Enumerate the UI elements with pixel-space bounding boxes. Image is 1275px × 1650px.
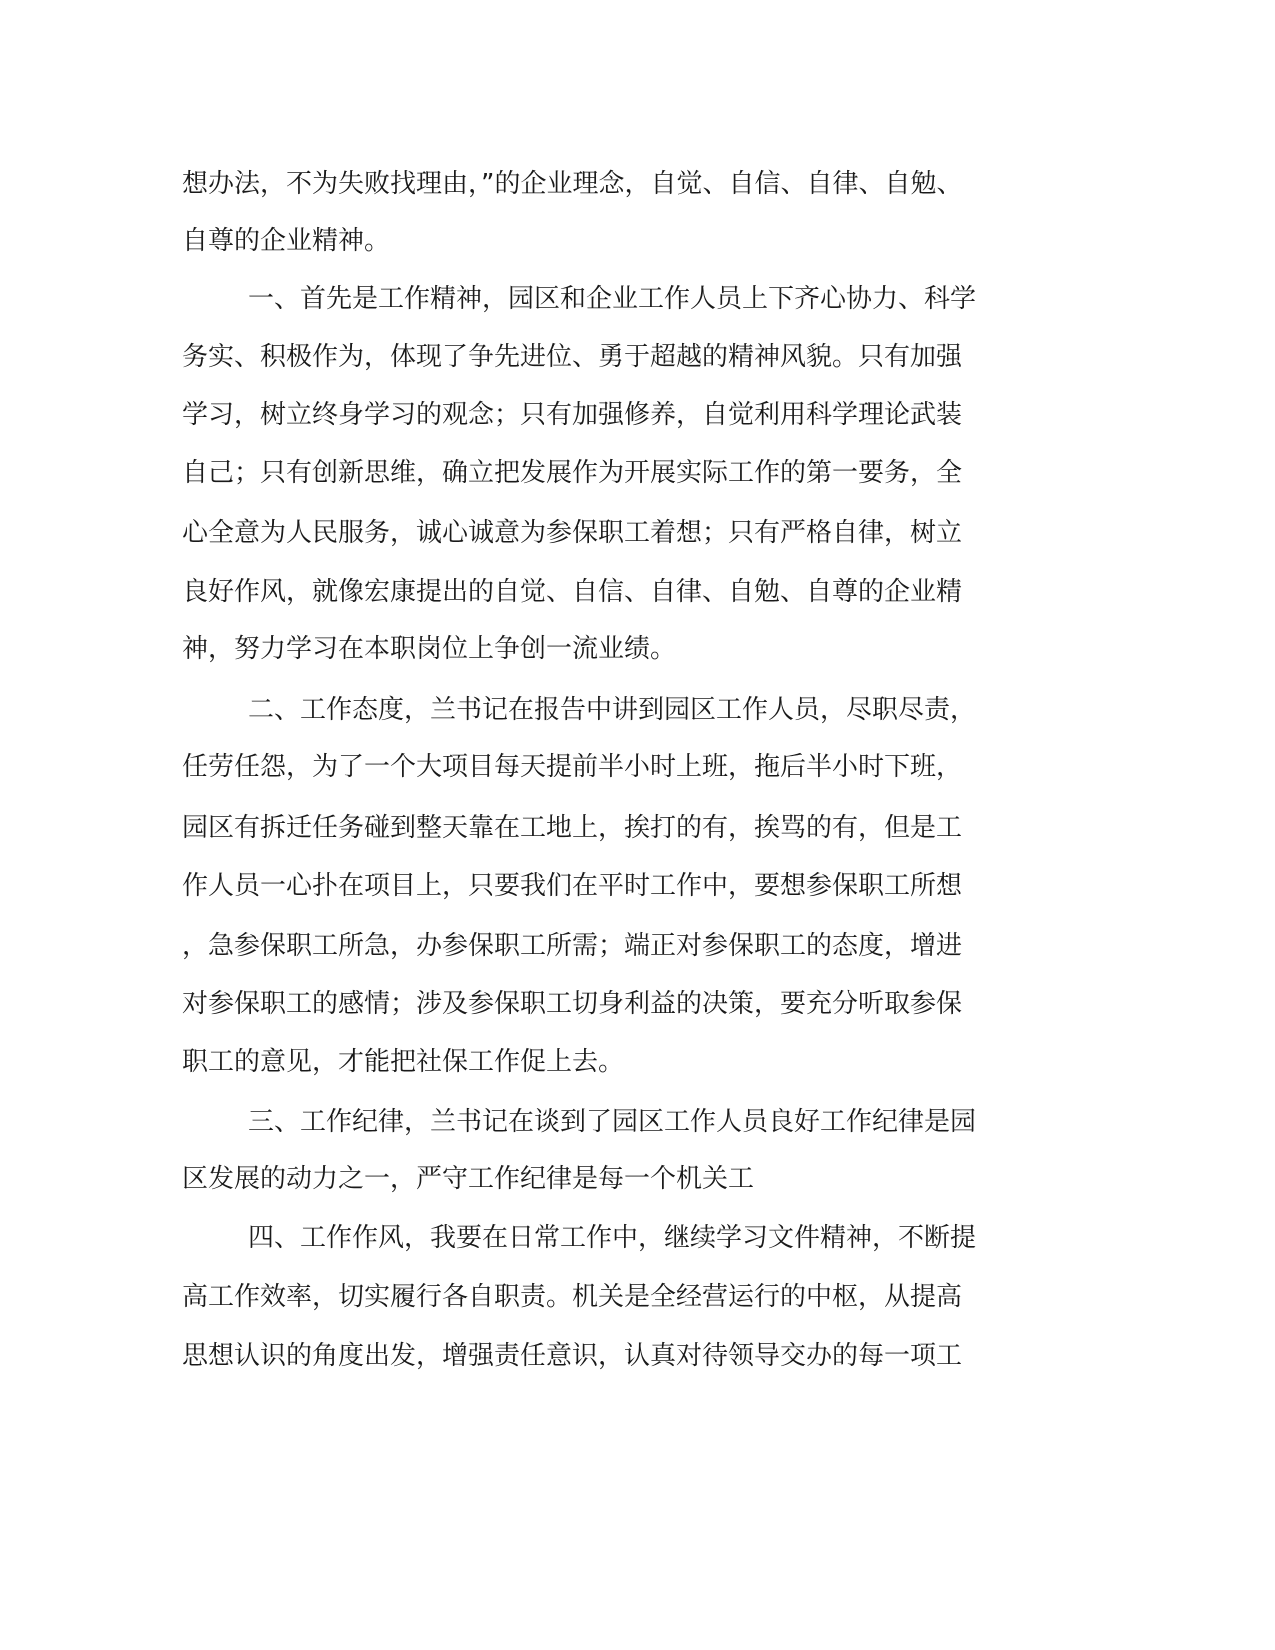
text-line: 对参保职工的感情；涉及参保职工切身利益的决策，要充分听取参保	[182, 989, 963, 1019]
text-line: 作人员一心扑在项目上，只要我们在平时工作中，要想参保职工所想	[182, 871, 963, 901]
paragraph-start-line: 一、首先是工作精神，园区和企业工作人员上下齐心协力、科学	[248, 284, 977, 314]
text-line: 职工的意见，才能把社保工作促上去。	[182, 1047, 625, 1077]
paragraph-start-line: 四、工作作风，我要在日常工作中，继续学习文件精神，不断提	[248, 1223, 977, 1253]
text-line: 思想认识的角度出发，增强责任意识，认真对待领导交办的每一项工	[182, 1341, 963, 1371]
text-line: 神，努力学习在本职岗位上争创一流业绩。	[182, 634, 677, 664]
text-line: 务实、积极作为，体现了争先进位、勇于超越的精神风貌。只有加强	[182, 342, 963, 372]
text-line: ，急参保职工所急，办参保职工所需；端正对参保职工的态度，增进	[182, 931, 963, 961]
text-line: 良好作风，就像宏康提出的自觉、自信、自律、自勉、自尊的企业精	[182, 577, 963, 607]
text-line: 园区有拆迁任务碰到整天靠在工地上，挨打的有，挨骂的有，但是工	[182, 813, 963, 843]
text-line: 想办法，不为失败找理由，”的企业理念，自觉、自信、自律、自勉、	[182, 169, 963, 199]
text-line: 自尊的企业精神。	[182, 226, 391, 256]
text-line: 学习，树立终身学习的观念；只有加强修养，自觉利用科学理论武装	[182, 400, 963, 430]
text-line: 自己；只有创新思维，确立把发展作为开展实际工作的第一要务，全	[182, 458, 963, 488]
paragraph-start-line: 二、工作态度，兰书记在报告中讲到园区工作人员，尽职尽责，	[248, 695, 977, 725]
text-line: 心全意为人民服务，诚心诚意为参保职工着想；只有严格自律，树立	[182, 518, 963, 548]
text-line: 任劳任怨，为了一个大项目每天提前半小时上班，拖后半小时下班，	[182, 752, 963, 782]
paragraph-start-line: 三、工作纪律，兰书记在谈到了园区工作人员良好工作纪律是园	[248, 1107, 977, 1137]
text-line: 区发展的动力之一，严守工作纪律是每一个机关工	[182, 1164, 755, 1194]
text-line: 高工作效率，切实履行各自职责。机关是全经营运行的中枢，从提高	[182, 1282, 963, 1312]
